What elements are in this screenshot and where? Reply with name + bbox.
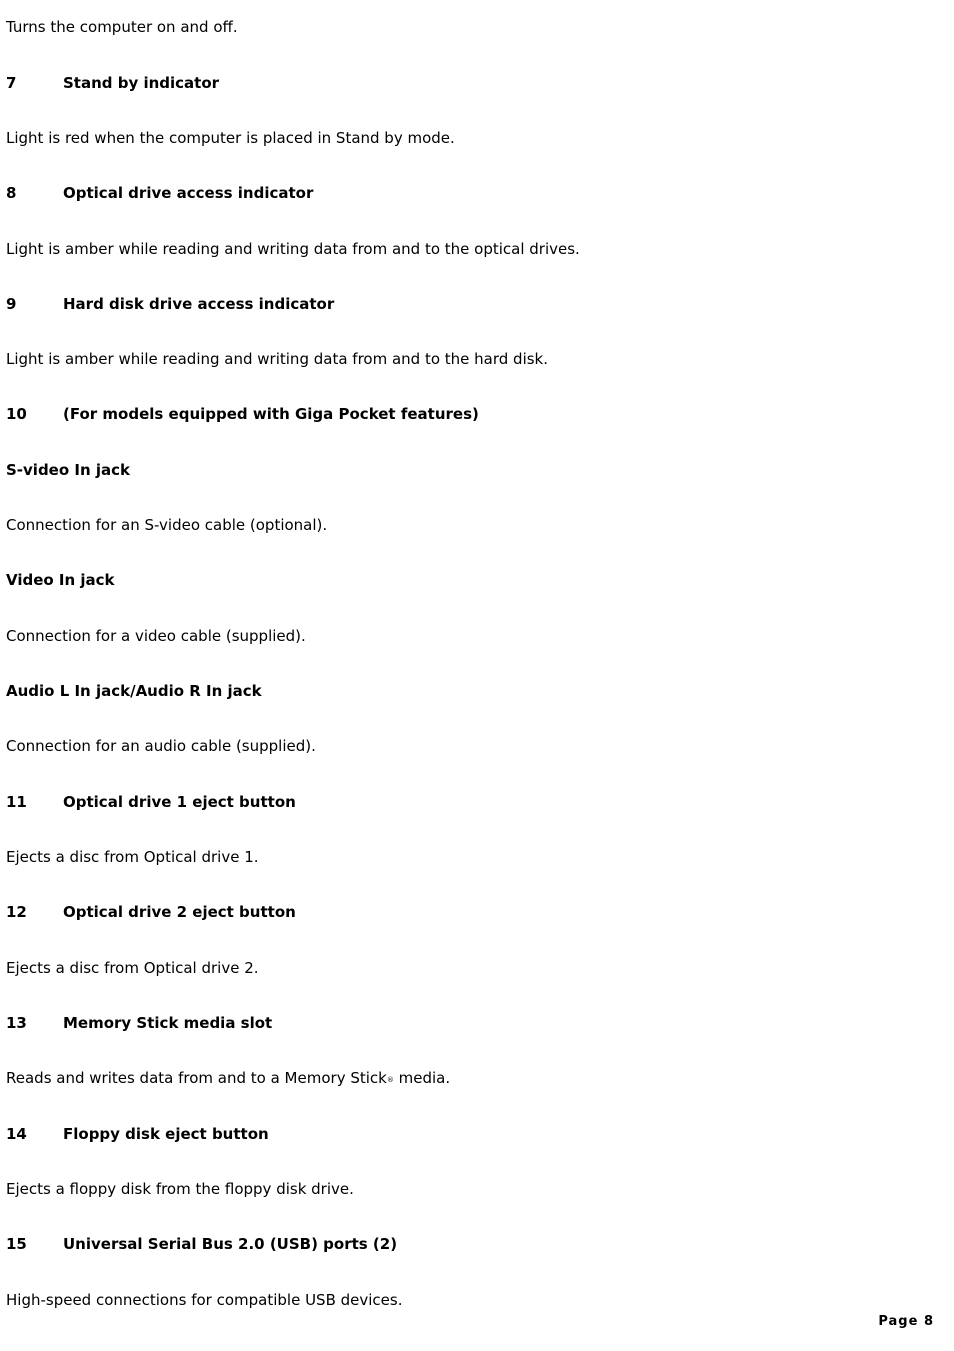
item-12-description: Ejects a disc from Optical drive 2. <box>6 959 259 977</box>
item-title: Optical drive 1 eject button <box>63 793 296 811</box>
item-8-description: Light is amber while reading and writing data from and to the optical drives. <box>6 240 580 258</box>
audio-description: Connection for an audio cable (supplied). <box>6 737 316 755</box>
registered-mark: ® <box>386 1076 394 1084</box>
item-11-heading <box>6 793 296 811</box>
item-title: Optical drive 2 eject button <box>63 903 296 921</box>
item-9-heading <box>6 295 334 313</box>
item-number: 13 <box>6 1014 27 1032</box>
item-number: 10 <box>6 405 27 423</box>
item-13-heading <box>6 1014 272 1032</box>
audio-heading: Audio L In jack/Audio R In jack <box>6 682 262 700</box>
item-number: 9 <box>6 295 17 313</box>
svideo-heading: S-video In jack <box>6 461 130 479</box>
item-number: 8 <box>6 184 17 202</box>
item-title: (For models equipped with Giga Pocket features) <box>63 405 479 423</box>
item-7-heading <box>6 74 219 92</box>
item-title: Memory Stick media slot <box>63 1014 273 1032</box>
item-number: 15 <box>6 1235 27 1253</box>
item-15-heading <box>6 1235 397 1253</box>
item-title: Stand by indicator <box>63 74 220 92</box>
item-14-description: Ejects a floppy disk from the floppy disk drive. <box>6 1180 354 1198</box>
item-number: 7 <box>6 74 17 92</box>
item-number: 14 <box>6 1125 27 1143</box>
item-13-description <box>6 1069 450 1090</box>
svideo-description: Connection for an S-video cable (optional). <box>6 516 328 534</box>
video-description: Connection for a video cable (supplied). <box>6 627 306 645</box>
item-11-description: Ejects a disc from Optical drive 1. <box>6 848 259 866</box>
item-10-heading <box>6 405 479 423</box>
item-number: 12 <box>6 903 27 921</box>
item-14-heading <box>6 1125 269 1143</box>
description-text: Reads and writes data from and to a Memory Stick <box>6 1069 387 1087</box>
item-12-heading <box>6 903 296 921</box>
item-title: Hard disk drive access indicator <box>63 295 335 313</box>
intro-text: Turns the computer on and off. <box>6 18 238 36</box>
description-text-end: media. <box>393 1069 451 1087</box>
item-title: Optical drive access indicator <box>63 184 314 202</box>
item-9-description: Light is amber while reading and writing data from and to the hard disk. <box>6 350 549 368</box>
item-8-heading <box>6 184 313 202</box>
item-15-description: High-speed connections for compatible USB devices. <box>6 1291 403 1309</box>
page-number: Page 8 <box>878 1314 934 1329</box>
video-heading: Video In jack <box>6 571 115 589</box>
item-number: 11 <box>6 793 27 811</box>
item-7-description: Light is red when the computer is placed in Stand by mode. <box>6 129 455 147</box>
item-title: Floppy disk eject button <box>63 1125 269 1143</box>
item-title: Universal Serial Bus 2.0 (USB) ports (2) <box>63 1235 398 1253</box>
